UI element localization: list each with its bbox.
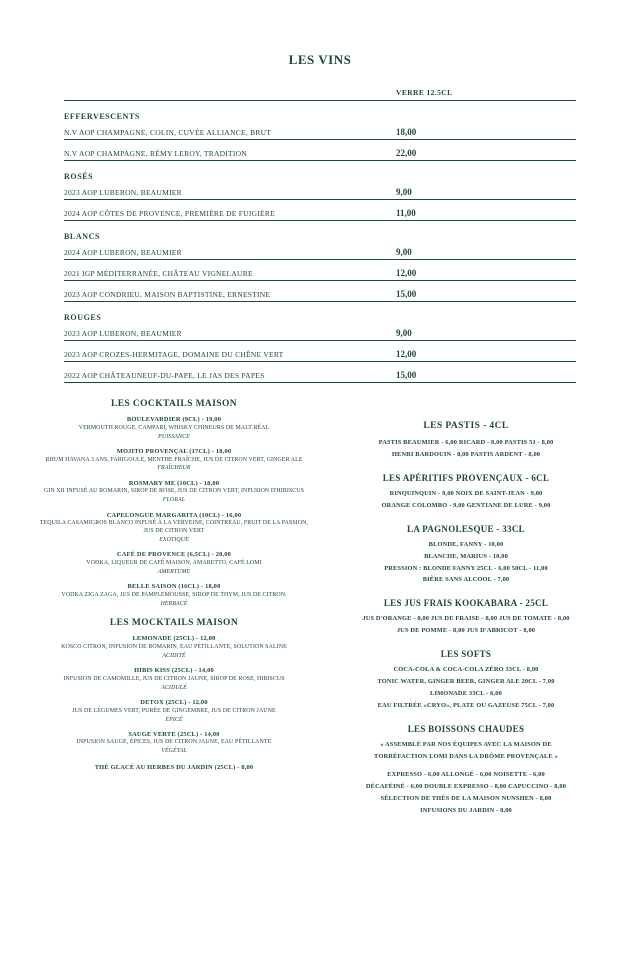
table-row [64,183,576,200]
table-row [64,243,576,260]
item-name: BELLE SAISON (16CL) - 18,00 [127,583,221,591]
beer-line: PRESSION : BLONDE FANNY 25CL - 6,00 50CL - 11,00 [384,564,548,572]
wine-category-roses: ROSÉS [64,172,94,181]
item-description: VERMOUTH ROUGE, CAMPARI, WHISKY CHINEURS DE MALT RÉAL [78,424,270,431]
menu-page [0,52,640,956]
wine-name: 2022 AOP CHÂTEAUNEUF-DU-PAPE, LE JAS DES PAPES [64,371,265,380]
hot-drink-line: « ASSEMBLÉ PAR NOS ÉQUIPES AVEC LA MAISON DE [380,740,552,748]
table-row [64,144,576,161]
wine-category-rouges: ROUGES [64,313,102,322]
wine-name: 2021 IGP MÉDITERRANÉE, CHÂTEAU VIGNELAURE [64,269,253,278]
page-title: LES VINS [288,52,352,67]
list-item [38,699,310,724]
hot-drink-line: TORRÉFACTION LOMI DANS LA DRÔME PROVENÇALE » [374,752,558,760]
item-description: VODKA ZIGA ZAGA, JUS DE PAMPLEMOUSSE, SIROP DE THYM, JUS DE CITRON. [61,591,287,598]
item-name: LEMONADE (25CL) - 12,00 [132,635,216,643]
mocktails-title: LES MOCKTAILS MAISON [109,618,239,629]
left-column [28,399,320,817]
item-name: MOJITO PROVENÇAL (17CL) - 18,00 [116,447,232,455]
item-tag: EXOTIQUE [159,537,189,544]
table-row [64,366,576,383]
wine-price: 11,00 [396,208,416,218]
hot-drink-line: DÉCAFÉINÉ - 6,00 DOUBLE EXPRESSO - 8,00 CAPUCCINO - 8,00 [365,782,567,790]
juice-line: JUS D'ORANGE - 8,00 JUS DE FRAISE - 8,00 JUS DE TOMATE - 8,00 [362,615,570,623]
wine-name: 2023 AOP CONDRIEU, MAISON BAPTISTINE, ERNESTINE [64,290,271,299]
wine-price: 15,00 [396,370,417,380]
soft-line: COCA-COLA & COCA-COLA ZÉRO 33CL - 8,00 [393,666,539,674]
aperitifs-title: LES APÉRITIFS PROVENÇAUX - 6CL [382,472,550,483]
table-row [64,324,576,341]
list-item [38,667,310,692]
wine-list-header [64,88,576,100]
item-name: CAPELONGUE MARGARITA (10CL) - 16,00 [106,511,242,519]
list-item [38,635,310,660]
wine-price: 12,00 [396,349,417,359]
item-tag: ACIDITÉ [162,652,186,659]
item-tag: FLORAL [162,497,186,504]
wine-name: 2024 AOP CÔTES DE PROVENCE, PREMIÈRE DE FUIGIÈRE [64,209,275,218]
table-row [64,285,576,302]
wine-name: 2024 AOP LUBERON, BEAUMIER [64,248,182,257]
wine-measure-label: VERRE 12.5CL [396,88,453,97]
cocktails-title: LES COCKTAILS MAISON [110,399,238,409]
soft-line: TONIC WATER, GINGER BEER, GINGER ALE 20CL - 7,00 [377,678,555,686]
juices-title: LES JUS FRAIS KOOKABARA - 25CL [383,598,549,609]
wine-price: 18,00 [396,127,417,137]
item-description: INFUSION SAUGE, ÉPICES, JUS DE CITRON JAUNE, EAU PÉTILLANTE [76,739,272,746]
item-name: DETOX (25CL) - 12,00 [140,698,208,706]
item-description: INFUSION DE CAMOMILLE, JUS DE CITRON JAUNE, SIROP DE ROSE, HIBISCUS [63,675,285,682]
wine-price: 9,00 [396,187,412,197]
item-description: JUS DE LÉGUMES VERT, PURÉE DE GINGEMBRE, JUS DE CITRON JAUNE [72,707,276,714]
hot-drink-line: SÉLECTION DE THÉS DE LA MAISON NUNSHEN - 8,00 [380,794,552,802]
list-item [38,480,310,505]
wine-price: 22,00 [396,148,417,158]
item-name: ROSMARY ME (10CL) - 18,00 [128,479,220,487]
pastis-line: PASTIS BEAUMIER - 6,00 RICARD - 8,00 PASTIS 51 - 8,00 [378,439,554,446]
pagnolesque-title: LA PAGNOLESQUE - 33CL [407,523,525,534]
wine-category-effervescents: EFFERVESCENTS [64,112,140,121]
item-tag: ÉPICÉ [165,716,183,723]
beer-line: BLONDE, FANNY - 10,00 [428,540,504,548]
item-name: CAFÉ DE PROVENCE (6,5CL) - 20,00 [116,551,232,559]
wine-name: 2023 AOP LUBERON, BEAUMIER [64,188,182,197]
hot-drink-line: INFUSIONS DU JARDIN - 8,00 [420,806,512,814]
soft-line: LIMONADE 33CL - 6,00 [430,690,502,698]
hot-drinks-title: LES BOISSONS CHAUDES [407,723,525,734]
table-row [64,345,576,362]
list-item [38,416,310,441]
table-row [64,204,576,221]
item-description: RHUM HAVANA 3 ANS, FARIGOULE, MENTHE FRAÎCHE, JUS DE CITRON VERT, GINGER ALE [45,456,303,463]
item-name: SAUGE VERTE (25CL) - 14,00 [128,730,220,738]
list-item [38,512,310,545]
aperitif-line: RINQUINQUIN - 9,00 NOIX DE SAINT-JEAN - 9,00 [389,489,543,497]
wine-name: N.V AOP CHAMPAGNE, RÉMY LEROY, TRADITION [64,149,247,158]
item-description: TEQUILA CASAMIGROS BLANCO INFUSÉ À LA VERVEINE, COINTREAU, FRUIT DE LA PASSION, JUS DE CITRON VERT [39,520,309,535]
item-tag: AMERTUME [157,569,191,576]
beer-line: BLANCHE, MARIUS - 10,00 [424,552,508,560]
list-item [38,731,310,756]
pastis-title: LES PASTIS - 4CL [423,421,509,431]
item-name: BOULEVARDIER (9CL) - 19,00 [126,416,222,423]
wine-name: N.V AOP CHAMPAGNE, COLIN, CUVÉE ALLIANCE, BRUT [64,128,272,137]
item-description: VODKA, LIQUEUR DE CAFÉ MAISON, AMARETTO, CAFÉ LOMI [86,560,262,567]
item-name: HIBIS KISS (25CL) - 14,00 [134,667,214,675]
right-column [320,399,612,817]
iced-tea-line: THÉ GLACÉ AU HERBES DU JARDIN (25CL) - 8,00 [94,763,254,771]
aperitif-line: ORANGE COLOMBO - 9,00 GENTIANE DE LURE - 9,00 [381,501,551,509]
table-row [64,123,576,140]
list-item [38,583,310,608]
soft-line: EAU FILTRÉE «CRYO», PLATE OU GAZEUSE 75CL - 7,00 [377,701,555,709]
hot-drink-line: EXPRESSO - 6,00 ALLONGÉ - 6,00 NOISETTE - 6,00 [387,770,545,778]
item-description: KOSCO CITRON, INFUSION DE ROMARIN, EAU PÉTILLANTE, SOLUTION SALINE [61,643,287,650]
juice-line: JUS DE POMME - 8,00 JUS D'ABRICOT - 8,00 [396,627,536,635]
list-item [38,448,310,473]
wine-price: 15,00 [396,289,417,299]
wine-name: 2023 AOP LUBERON, BEAUMIER [64,329,182,338]
softs-title: LES SOFTS [440,649,492,660]
wine-list [64,88,576,383]
item-description: GIN XII INFUSÉ AU ROMARIN, SIROP DE ROSE, JUS DE CITRON VERT, INFUSION D'HIBISCUS [43,488,305,495]
item-tag: FRAÎCHEUR [157,465,191,472]
wine-price: 9,00 [396,328,412,338]
list-item [38,551,310,576]
wine-price: 12,00 [396,268,417,278]
lower-columns [0,399,640,817]
beer-line: BIÈRE SANS ALCOOL - 7,00 [422,576,510,584]
wine-name: 2023 AOP CROZES-HERMITAGE, DOMAINE DU CHÊNE VERT [64,350,284,359]
wine-category-blancs: BLANCS [64,232,101,241]
table-row [64,264,576,281]
wine-price: 9,00 [396,247,412,257]
item-tag: HERBACÉ [160,600,188,607]
wine-header-rule [64,100,576,101]
pastis-line: HENRI BARDOUIN - 8,00 PASTIS ARDENT - 8,00 [391,450,541,458]
item-tag: VÉGÉTAL [161,748,187,755]
item-tag: PUISSANCE [158,433,190,440]
item-tag: ACIDULÉ [161,684,187,691]
